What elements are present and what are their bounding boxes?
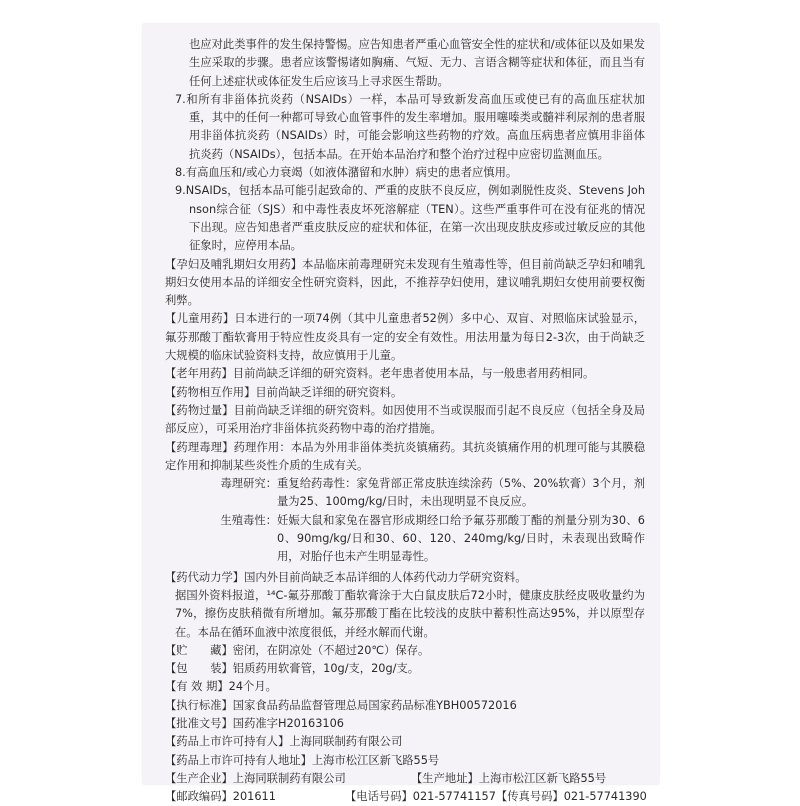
section-pharmacology: 【药理毒理】药理作用：本品为外用非甾体类抗炎镇痛药。其抗炎镇痛作用的机理可能与其膜稳定作用和抑制某些炎性介质的生成有关。	[165, 440, 645, 472]
section-overdose: 【药物过量】目前尚缺乏详细的研究资料。如因使用不当或误服而引起不良反应（包括全身及局部反应），可采用治疗非甾体抗炎药物中毒的治疗措施。	[165, 403, 645, 436]
zip-code: 【邮政编码】201611	[165, 790, 276, 804]
section-standard: 【执行标准】国家食品药品监督管理总局国家药品标准YBH00572016	[165, 698, 517, 712]
section-pharmacokinetics: 【药代动力学】国内外目前尚缺乏本品详细的人体药代动力学研究资料。	[165, 570, 527, 584]
toxicology-study	[165, 475, 645, 512]
reproductive-toxicity-label: 生殖毒性：	[220, 513, 277, 527]
section-package: 【包 装】铝质药用软膏管，10g/支，20g/支。	[165, 662, 420, 676]
manufacturer-address: 【生产地址】上海市松江区新飞路55号	[411, 771, 607, 785]
section-validity: 【有 效 期】24个月。	[165, 680, 277, 694]
warning-paragraph-8: 8.有高血压和/或心力衰竭（如液体潴留和水肿）病史的患者应慎用。	[175, 166, 518, 180]
manufacturer: 【生产企业】上海同联制药有限公司	[165, 771, 346, 785]
manufacturer-row	[165, 770, 645, 788]
warning-paragraph-7: 7.和所有非甾体抗炎药（NSAIDs）一样，本品可导致新发高血压或使已有的高血压症状加重，其中的任何一种都可导致心血管事件的发生率增加。服用噻嗪类或髓袢利尿剂的患者服用非甾体抗炎药（NSAIDs）时，可能会影响这些药物的疗效。高血压病患者应慎用非甾体抗炎药（NSAIDs），包括本品。在开始本品治疗和整个治疗过程中应密切监测血压。	[175, 92, 645, 161]
warning-paragraph-6-cont: 也应对此类事件的发生保持警惕。应告知患者严重心血管安全性的症状和/或体征以及如果发生应采取的步骤。患者应该警惕诸如胸痛、气短、无力、言语含糊等症状和体征，而且当有任何上述症状或体征发生后应该马上寻求医生帮助。	[189, 38, 645, 88]
toxicology-study-label: 毒理研究：	[220, 477, 277, 491]
warning-paragraph-9: 9.NSAIDs，包括本品可能引起致命的、严重的皮肤不良反应，例如剥脱性皮炎、Stevens Johnson综合征（SJS）和中毒性表皮坏死溶解症（TEN）。这些严重事件可在没有征兆的情况下出现。应告知患者严重皮肤反应的症状和体征，在第一次出现皮肤皮疹或过敏反应的其他征象时，应停用本品。	[175, 184, 645, 253]
pharmacokinetics-text: 据国外资料报道，¹⁴C-氟芬那酸丁酯软膏涂于大白鼠皮肤后72小时，健康皮肤经皮吸收量约为7%，擦伤皮肤稍微有所增加。氟芬那酸丁酯在比较浅的皮肤中蓄积性高达95%，并以原型存在。本品在循环血液中浓度很低，并经水解而代谢。	[175, 588, 645, 639]
reproductive-toxicity	[165, 512, 645, 567]
phone-number: 【电话号码】021-57741157	[345, 790, 496, 804]
fax-number: 【传真号码】021-57741390	[495, 790, 647, 804]
leaflet-text	[165, 36, 645, 806]
toxicology-study-text: 重复给药毒性：家兔背部正常皮肤连续涂药（5%、20%软膏）3个月，剂量为25、100mg/kg/日时，未出现明显不良反应。	[277, 477, 645, 509]
section-children: 【儿童用药】日本进行的一项74例（其中儿童患者52例）多中心、双盲、对照临床试验显示，氟芬那酸丁酯软膏用于特应性皮炎具有一定的安全有效性。用法用量为每日2-3次，由于尚缺乏大规模的临床试验资料支持，故应慎用于儿童。	[165, 312, 645, 363]
section-pregnancy: 【孕妇及哺乳期妇女用药】本品临床前毒理研究未发现有生殖毒性等，但目前尚缺乏孕妇和哺乳期妇女使用本品的详细安全性研究资料，因此，不推荐孕妇使用，建议哺乳期妇女使用前要权衡利弊。	[165, 257, 645, 308]
section-elderly: 【老年用药】目前尚缺乏详细的研究资料。老年患者使用本品，与一般患者用药相同。	[165, 367, 595, 381]
reproductive-toxicity-text: 妊娠大鼠和家兔在器官形成期经口给予氟芬那酸丁酯的剂量分别为30、60、90mg/kg/日和30、60、120、240mg/kg/日时，未表现出致畸作用，对胎仔也未产生明显毒性。	[277, 513, 645, 564]
section-mah: 【药品上市许可持有人】上海同联制药有限公司	[165, 735, 403, 749]
section-interaction: 【药物相互作用】目前尚缺乏详细的研究资料。	[165, 385, 403, 399]
section-storage: 【贮 藏】密闭，在阴凉处（不超过20℃）保存。	[165, 643, 430, 657]
contact-row	[165, 788, 645, 806]
leaflet-page	[143, 24, 659, 804]
section-mah-address: 【药品上市许可持有人地址】上海市松江区新飞路55号	[165, 753, 440, 767]
section-approval: 【批准文号】国药准字H20163106	[165, 716, 344, 730]
